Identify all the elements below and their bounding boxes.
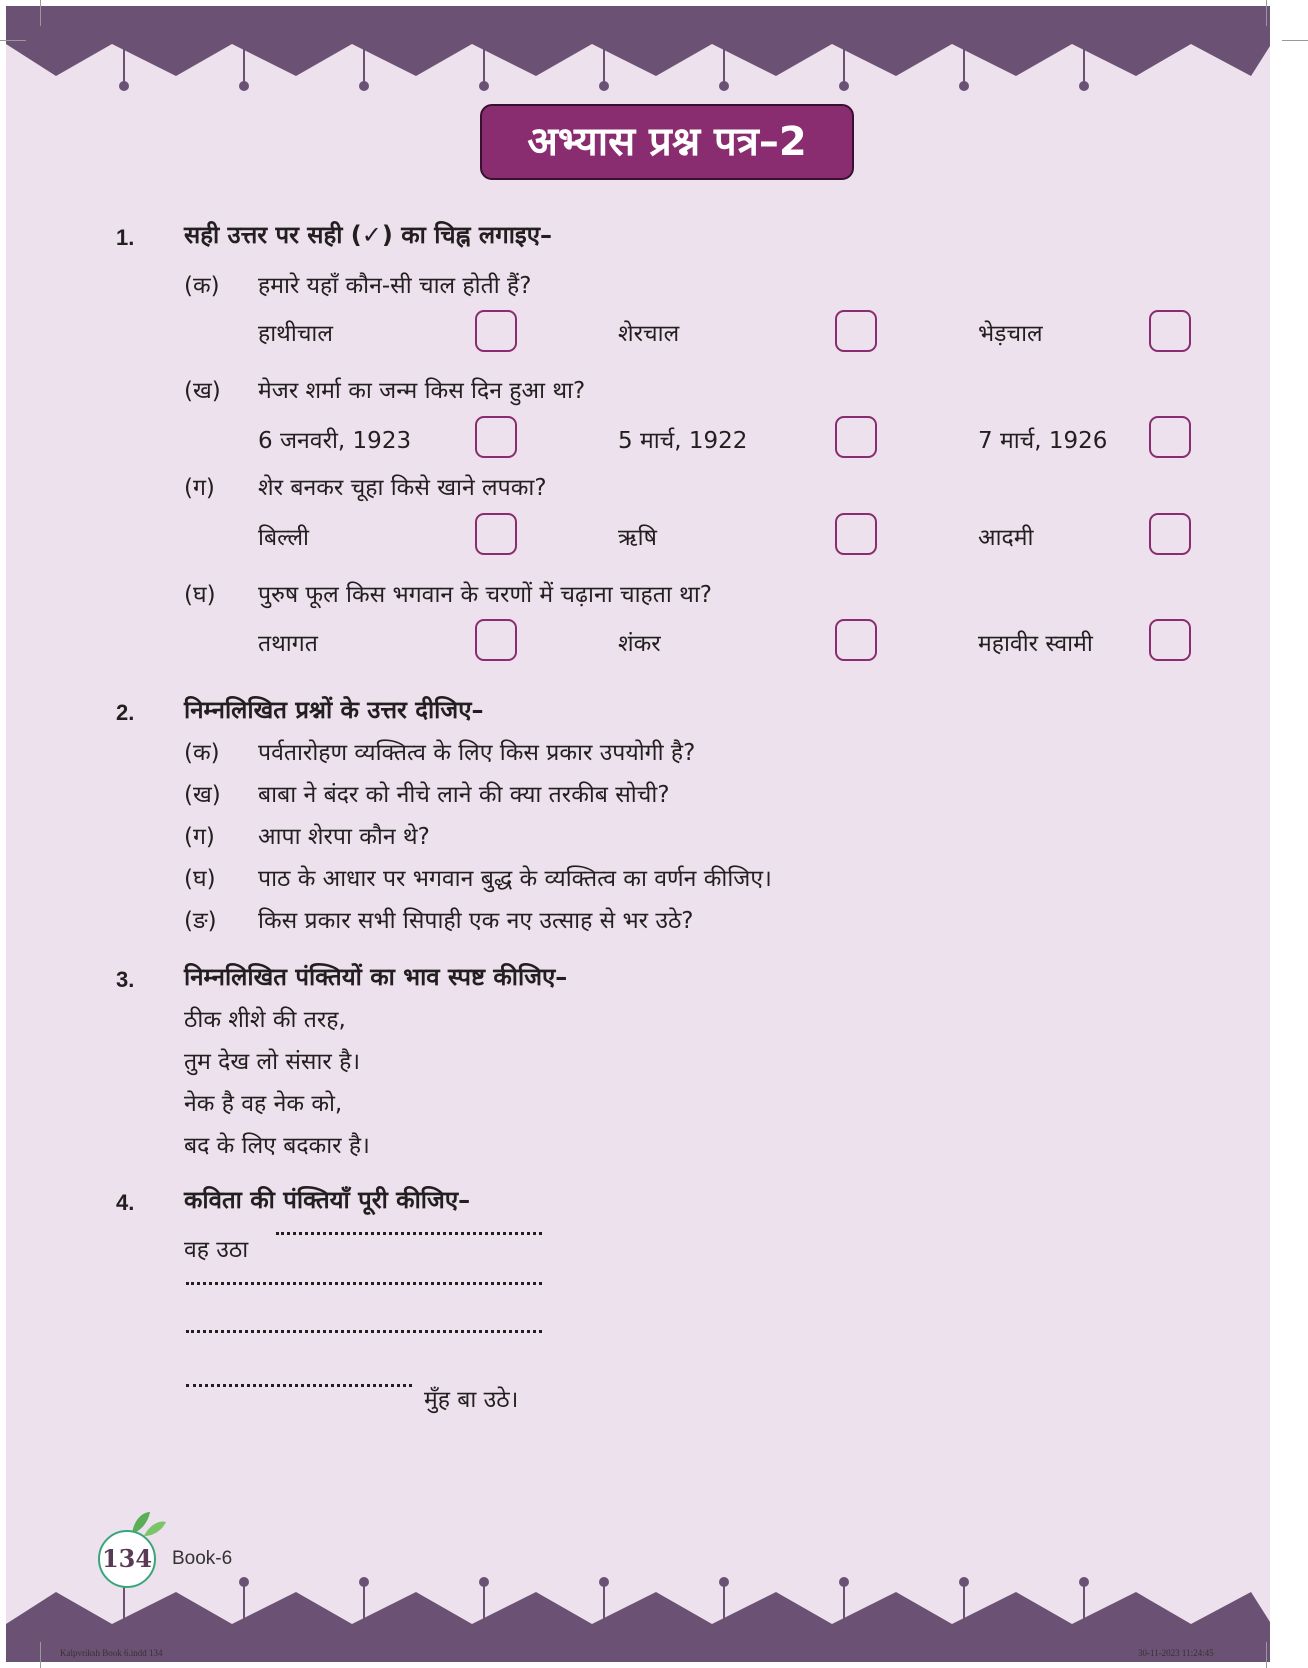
q1-option: भेड़चाल <box>978 321 1043 347</box>
fill-blank-line[interactable] <box>186 1330 542 1333</box>
crop-mark <box>1266 0 1267 26</box>
q1-option: तथागत <box>258 631 318 657</box>
q1-option: 5 मार्च, 1922 <box>618 428 748 454</box>
q2-heading: निम्नलिखित प्रश्नों के उत्तर दीजिए– <box>184 696 484 724</box>
q3-number: 3. <box>116 967 135 992</box>
answer-checkbox[interactable] <box>475 310 517 352</box>
q1-item-label: (क) <box>184 273 220 299</box>
q2-item-question: किस प्रकार सभी सिपाही एक नए उत्साह से भर उठे? <box>258 908 694 934</box>
poem-line: ठीक शीशे की तरह, <box>184 1007 346 1033</box>
poem-line: तुम देख लो संसार है। <box>184 1049 361 1075</box>
q2-item-label: (ग) <box>184 824 215 850</box>
fill-blank-line[interactable] <box>186 1282 542 1285</box>
q1-option: आदमी <box>978 525 1034 551</box>
answer-checkbox[interactable] <box>835 513 877 555</box>
q4-heading: कविता की पंक्तियाँ पूरी कीजिए– <box>184 1186 471 1214</box>
q1-option: ऋषि <box>618 525 657 551</box>
poem-start-text: वह उठा <box>184 1237 249 1263</box>
poem-line: नेक है वह नेक को, <box>184 1091 343 1117</box>
answer-checkbox[interactable] <box>475 416 517 458</box>
crop-mark <box>40 1642 41 1668</box>
crop-mark <box>1266 1642 1267 1668</box>
top-zigzag-band <box>6 6 1270 96</box>
answer-checkbox[interactable] <box>835 619 877 661</box>
q2-item-question: आपा शेरपा कौन थे? <box>258 824 430 850</box>
q1-option: शेरचाल <box>618 321 680 347</box>
file-info: Kalpvriksh Book 6.indd 134 <box>60 1648 163 1658</box>
q1-item-label: (ग) <box>184 475 215 501</box>
fill-blank-line[interactable] <box>276 1232 542 1235</box>
q1-option: हाथीचाल <box>258 321 333 347</box>
q1-item-question: हमारे यहाँ कौन-सी चाल होती हैं? <box>258 273 532 299</box>
page-number: 134 <box>101 1544 153 1573</box>
poem-end-text: मुँह बा उठे। <box>424 1387 519 1413</box>
book-label: Book-6 <box>172 1548 233 1569</box>
answer-checkbox[interactable] <box>835 416 877 458</box>
q1-item-question: मेजर शर्मा का जन्म किस दिन हुआ था? <box>258 378 586 404</box>
poem-line: बद के लिए बदकार है। <box>184 1133 370 1159</box>
q1-option: महावीर स्वामी <box>978 631 1093 657</box>
q2-item-label: (घ) <box>184 866 216 892</box>
answer-checkbox[interactable] <box>475 619 517 661</box>
q2-item-label: (ङ) <box>184 908 217 934</box>
q2-item-question: पाठ के आधार पर भगवान बुद्ध के व्यक्तित्व का वर्णन कीजिए। <box>258 866 772 892</box>
fill-blank-line[interactable] <box>186 1384 412 1387</box>
q1-item-label: (ख) <box>184 378 221 404</box>
q1-number: 1. <box>116 225 135 250</box>
answer-checkbox[interactable] <box>1149 619 1191 661</box>
answer-checkbox[interactable] <box>835 310 877 352</box>
answer-checkbox[interactable] <box>475 513 517 555</box>
crop-mark <box>1282 40 1308 41</box>
q1-item-question: शेर बनकर चूहा किसे खाने लपका? <box>258 475 547 501</box>
answer-checkbox[interactable] <box>1149 416 1191 458</box>
page-title: अभ्यास प्रश्न पत्र–2 <box>480 104 854 180</box>
q2-item-label: (ख) <box>184 782 221 808</box>
q1-heading: सही उत्तर पर सही (✓) का चिह्न लगाइए– <box>184 221 552 249</box>
answer-checkbox[interactable] <box>1149 310 1191 352</box>
q1-option: 6 जनवरी, 1923 <box>258 428 412 454</box>
q1-item-label: (घ) <box>184 582 216 608</box>
crop-mark <box>0 40 26 41</box>
q4-number: 4. <box>116 1190 135 1215</box>
q3-heading: निम्नलिखित पंक्तियों का भाव स्पष्ट कीजिए– <box>184 963 568 991</box>
worksheet-page <box>6 6 1270 1662</box>
q1-option: शंकर <box>618 631 661 657</box>
q2-item-question: पर्वतारोहण व्यक्तित्व के लिए किस प्रकार उपयोगी है? <box>258 740 696 766</box>
print-timestamp: 30-11-2023 11:24:45 <box>1138 1648 1214 1658</box>
crop-mark <box>40 0 41 26</box>
bottom-zigzag-band <box>6 1572 1270 1662</box>
q2-item-label: (क) <box>184 740 220 766</box>
q1-option: 7 मार्च, 1926 <box>978 428 1108 454</box>
q1-item-question: पुरुष फूल किस भगवान के चरणों में चढ़ाना चाहता था? <box>258 582 712 608</box>
q1-option: बिल्ली <box>258 525 310 551</box>
page-number-badge <box>98 1514 168 1584</box>
q2-item-question: बाबा ने बंदर को नीचे लाने की क्या तरकीब सोची? <box>258 782 670 808</box>
answer-checkbox[interactable] <box>1149 513 1191 555</box>
q2-number: 2. <box>116 700 135 725</box>
